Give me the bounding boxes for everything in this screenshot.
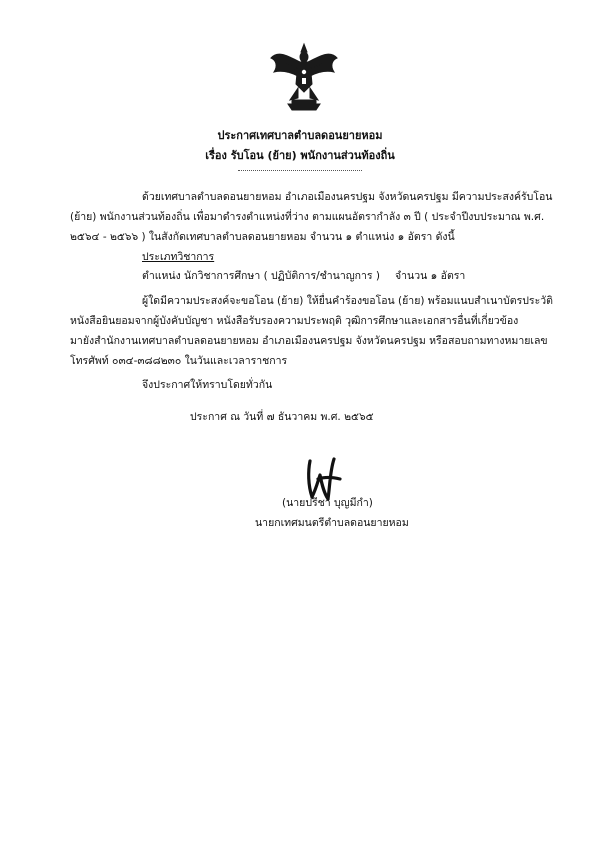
para1-line-3: ๒๕๖๔ - ๒๕๖๖ ) ในสังกัดเทศบาลตำบลดอนยายหอม จำนวน ๑ ตำแหน่ง ๑ อัตรา ดังนี้ [70,231,455,243]
closing-statement: จึงประกาศให้ทราบโดยทั่วกัน [142,379,273,391]
signer-title: นายกเทศมนตรีตำบลดอนยายหอม [255,517,409,529]
position-name: ตำแหน่ง นักวิชาการศึกษา ( ปฏิบัติการ/ชำนาญการ ) [142,270,381,282]
para2-line-2: หนังสือยินยอมจากผู้บังคับบัญชา หนังสือรับรองความประพฤติ วุฒิการศึกษาและเอกสารอื่นที่เกี่ยวข้อง [70,315,519,327]
para1-line-1: ด้วยเทศบาลตำบลดอนยายหอม อำเภอเมืองนครปฐม จังหวัดนครปฐม มีความประสงค์รับโอน [142,191,553,203]
para2-line-1: ผู้ใดมีความประสงค์จะขอโอน (ย้าย) ให้ยื่นคำร้องขอโอน (ย้าย) พร้อมแนบสำเนาบัตรประวัติ [142,295,553,307]
position-category: ประเภทวิชาการ [142,251,215,263]
announcement-date: ประกาศ ณ วันที่ ๗ ธันวาคม พ.ศ. ๒๕๖๕ [190,411,374,423]
para2-line-4: โทรศัพท์ ๐๓๔-๓๘๘๒๓๐ ในวันและเวลาราชการ [70,355,288,367]
signer-name: (นายปรีชา บุญมีกำ) [282,497,373,509]
para2-line-3: มายังสำนักงานเทศบาลตำบลดอนยายหอม อำเภอเมืองนครปฐม จังหวัดนครปฐม หรือสอบถามทางหมายเลข [70,335,548,347]
document-subject: เรื่อง รับโอน (ย้าย) พนักงานส่วนท้องถิ่น [205,149,395,162]
title-divider [238,170,362,171]
document-title: ประกาศเทศบาลตำบลดอนยายหอม [217,129,383,142]
garuda-emblem-icon [268,42,340,112]
para1-line-2: (ย้าย) พนักงานส่วนท้องถิ่น เพื่อมาดำรงตำแหน่งที่ว่าง ตามแผนอัตรากำลัง ๓ ปี ( ประจำปีงบประมาณ พ.ศ. [70,211,545,223]
position-count: จำนวน ๑ อัตรา [395,270,466,282]
